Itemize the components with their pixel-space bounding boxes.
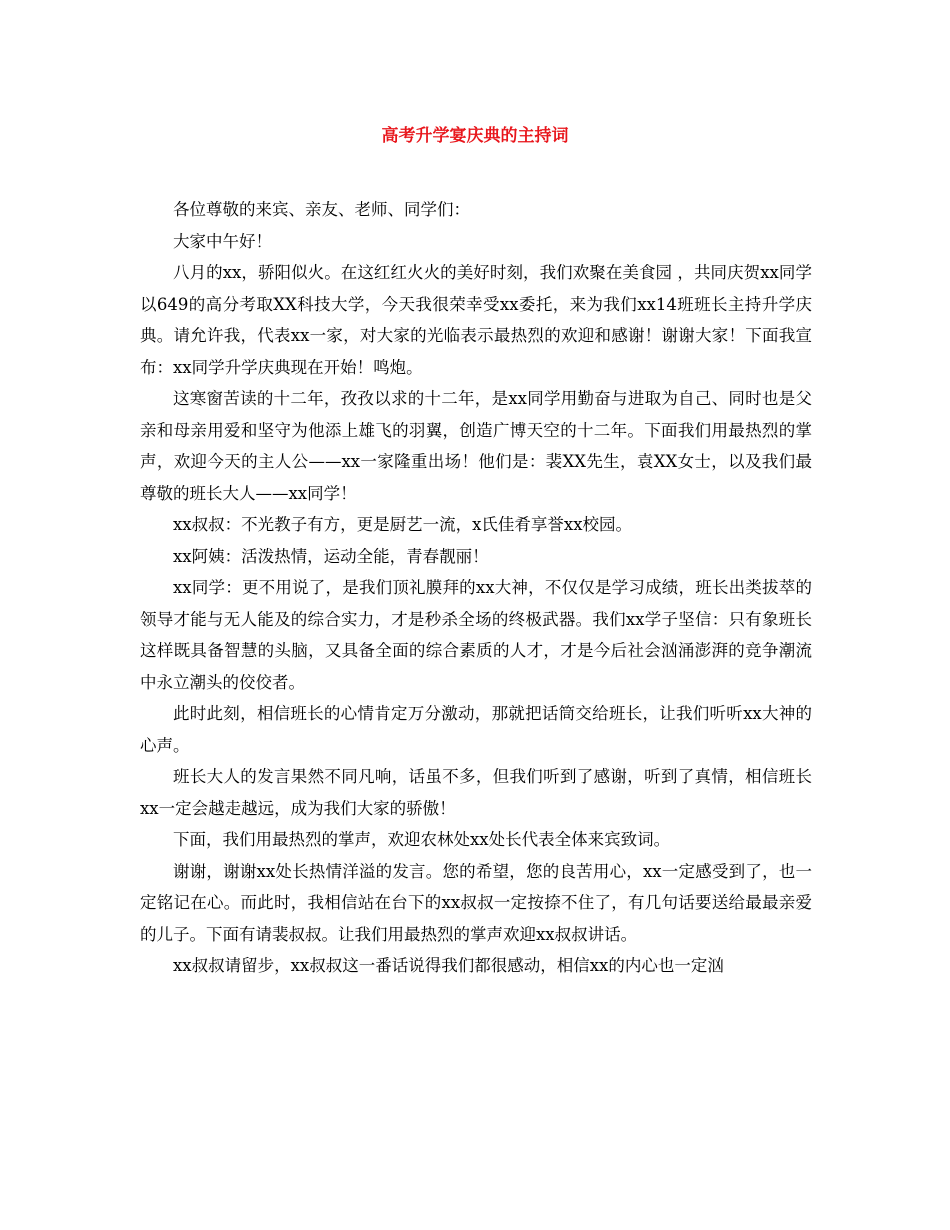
paragraph: 这寒窗苦读的十二年，孜孜以求的十二年，是xx同学用勤奋与进取为自己、同时也是父亲和母亲用爱和坚守为他添上雄飞的羽翼，创造广博天空的十二年。下面我们用最热烈的掌声，欢迎今天的主人公——xx一家隆重出场！他们是：裴XX先生，袁XX女士，以及我们最尊敬的班长大人——xx同学！ [140, 389, 812, 503]
paragraph: 此时此刻，相信班长的心情肯定万分激动，那就把话筒交给班长，让我们听听xx大神的心声。 [140, 704, 812, 755]
paragraph: 八月的xx，骄阳似火。在这红红火火的美好时刻，我们欢聚在美食园 ，共同庆贺xx同学以649的高分考取XX科技大学，今天我很荣幸受xx委托，来为我们xx14班班长主持升学庆典。请允许我，代表xx一家，对大家的光临表示最热烈的欢迎和感谢！谢谢大家！下面我宣布：xx同学升学庆典现在开始！鸣炮。 [140, 263, 812, 377]
paragraph: 大家中午好！ [173, 231, 272, 251]
paragraph: xx阿姨：活泼热情，运动全能，青春靓丽！ [173, 546, 489, 566]
paragraph: 下面，我们用最热烈的掌声，欢迎农林处xx处长代表全体来宾致词。 [173, 830, 671, 849]
document-title: 高考升学宴庆典的主持词 [381, 126, 569, 146]
document-body [140, 194, 812, 982]
paragraph: 班长大人的发言果然不同凡响，话虽不多，但我们听到了感谢，听到了真情，相信班长xx一定会越走越远，成为我们大家的骄傲！ [140, 767, 812, 818]
paragraph: 各位尊敬的来宾、亲友、老师、同学们： [173, 200, 470, 219]
paragraph: xx叔叔：不光教子有方，更是厨艺一流，x氏佳肴享誉xx校园。 [173, 515, 633, 534]
paragraph: 谢谢，谢谢xx处长热情洋溢的发言。您的希望，您的良苦用心，xx一定感受到了，也一定铭记在心。而此时，我相信站在台下的xx叔叔一定按捺不住了，有几句话要送给最最亲爱的儿子。下面有请裴叔叔。让我们用最热烈的掌声欢迎xx叔叔讲话。 [140, 861, 812, 944]
paragraph: xx同学：更不用说了，是我们顶礼膜拜的xx大神，不仅仅是学习成绩，班长出类拔萃的领导才能与无人能及的综合实力，才是秒杀全场的终极武器。我们xx学子坚信：只有象班长这样既具备智慧的头脑，又具备全面的综合素质的人才，才是今后社会汹涌澎湃的竞争潮流中永立潮头的佼佼者。 [140, 578, 812, 692]
paragraph: xx叔叔请留步，xx叔叔这一番话说得我们都很感动，相信xx的内心也一定汹 [173, 956, 724, 975]
